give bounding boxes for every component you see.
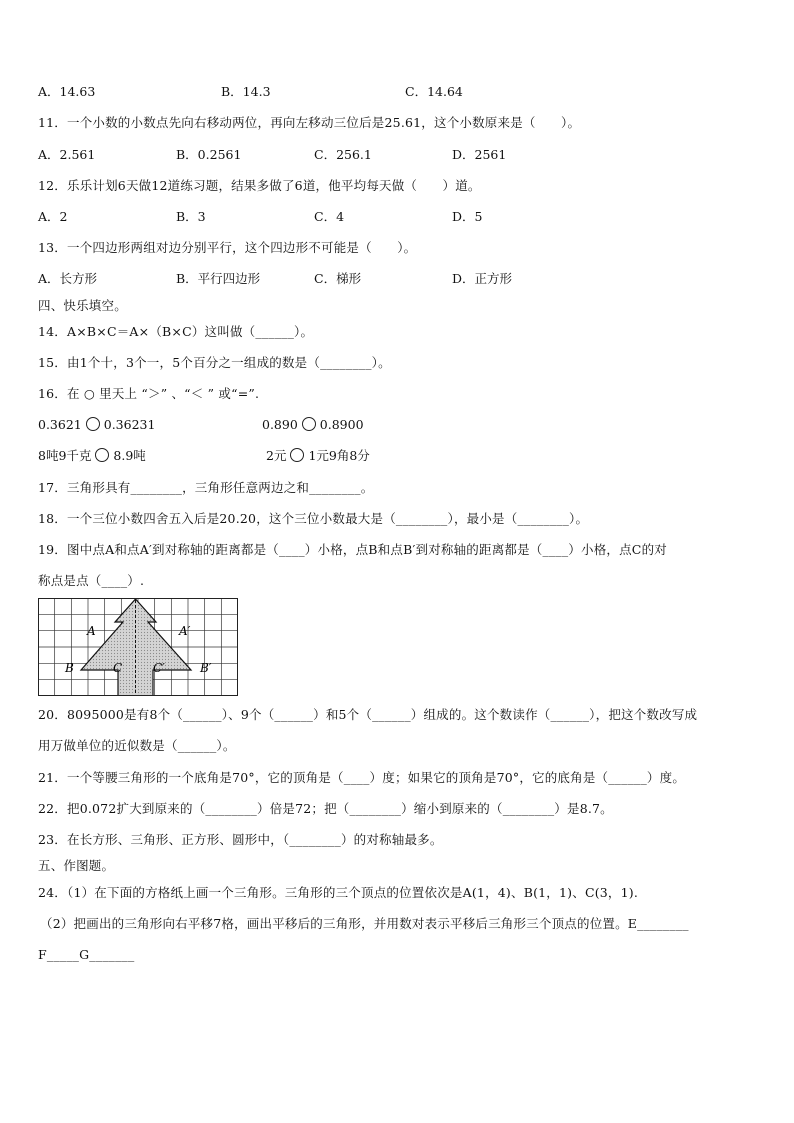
label-c: C [113,661,123,675]
q11-option-c[interactable]: C．256.1 [314,147,372,162]
section-4-heading: 四、快乐填空。 [38,298,127,313]
q22-text: 22．把0.072扩大到原来的（________）倍是72；把（________）缩小到原来的（________）是8.7。 [38,801,613,816]
q10-option-a[interactable]: A．14.63 [38,84,96,99]
section-5-heading: 五、作图题。 [38,858,115,873]
q11-text: 11．一个小数的小数点先向右移动两位，再向左移动三位后是25.61，这个小数原来是（ ）。 [38,115,581,130]
label-b-prime: B′ [200,661,212,675]
q16-text: 16．在 ○ 里天上 “＞” 、“＜ ” 或“=”. [38,386,260,401]
q24-text-line3: F_____G_______ [38,947,135,962]
q20-text-line1: 20．8095000是有8个（______）、9个（______）和5个（______）组成的。这个数读作（______），把这个数改写成 [38,707,698,722]
label-b: B [65,661,74,675]
q19-text-line1: 19．图中点A和点A′到对称轴的距离都是（____）小格，点B和点B′到对称轴的距离都是（____）小格，点C的对 [38,542,667,557]
q11-option-b[interactable]: B．0.2561 [176,147,242,162]
q15-text: 15．由1个十，3个一，5个百分之一组成的数是（________）。 [38,355,391,370]
compare-circle[interactable] [290,448,304,462]
q16-pair-1 [38,417,155,433]
q12-option-b[interactable]: B．3 [176,209,206,224]
q14-text: 14．A×B×C＝A×（B×C）这叫做（______）。 [38,324,314,339]
q11-option-a[interactable]: A．2.561 [38,147,96,162]
label-a: A [87,624,96,638]
label-a-prime: A′ [179,624,191,638]
q18-text: 18．一个三位小数四舍五入后是20.20，这个三位小数最大是（________），最小是（________）。 [38,511,589,526]
q16-pair-2 [262,417,364,433]
compare-circle[interactable] [95,448,109,462]
q13-option-a[interactable]: A．长方形 [38,271,98,286]
q12-option-a[interactable]: A．2 [38,209,68,224]
compare-circle[interactable] [86,417,100,431]
q23-text: 23．在长方形、三角形、正方形、圆形中，（________）的对称轴最多。 [38,832,443,847]
q12-option-d[interactable]: D．5 [452,209,483,224]
q24-text-line2: （2）把画出的三角形向右平移7格，画出平移后的三角形，并用数对表示平移后三角形三个顶点的位置。E________ [40,916,689,931]
q16-pair-4-right: 1元9角8分 [308,448,370,463]
q16-pair-2-right: 0.8900 [319,417,364,432]
q16-pair-3 [38,448,146,464]
q13-text: 13．一个四边形两组对边分别平行，这个四边形不可能是（ ）。 [38,240,417,255]
q13-option-b[interactable]: B．平行四边形 [176,271,261,286]
q10-option-c[interactable]: C．14.64 [405,84,463,99]
q17-text: 17．三角形具有________，三角形任意两边之和________。 [38,480,374,495]
q16-pair-1-left: 0.3621 [38,417,82,432]
label-c-prime: C′ [153,661,165,675]
q19-text-line2: 称点是点（____）. [38,573,145,588]
q10-option-b[interactable]: B．14.3 [221,84,271,99]
q16-pair-2-left: 0.890 [262,417,298,432]
q12-option-c[interactable]: C．4 [314,209,345,224]
q16-pair-4 [266,448,370,464]
compare-circle[interactable] [302,417,316,431]
q21-text: 21．一个等腰三角形的一个底角是70°，它的顶角是（____）度；如果它的顶角是70°，它的底角是（______）度。 [38,770,686,785]
q16-pair-3-left: 8吨9千克 [38,448,92,463]
q16-pair-4-left: 2元 [266,448,287,463]
q11-option-d[interactable]: D．2561 [452,147,507,162]
symmetry-grid-figure [38,598,238,696]
q24-text-line1: 24．（1）在下面的方格纸上画一个三角形。三角形的三个顶点的位置依次是A(1，4)、B(1，1)、C(3，1). [38,885,639,900]
q13-option-c[interactable]: C．梯形 [314,271,362,286]
q12-text: 12．乐乐计划6天做12道练习题，结果多做了6道，他平均每天做（ ）道。 [38,178,481,193]
q20-text-line2: 用万做单位的近似数是（______）。 [38,738,236,753]
q16-pair-1-right: 0.36231 [103,417,156,432]
q16-pair-3-right: 8.9吨 [113,448,146,463]
q13-option-d[interactable]: D．正方形 [452,271,513,286]
